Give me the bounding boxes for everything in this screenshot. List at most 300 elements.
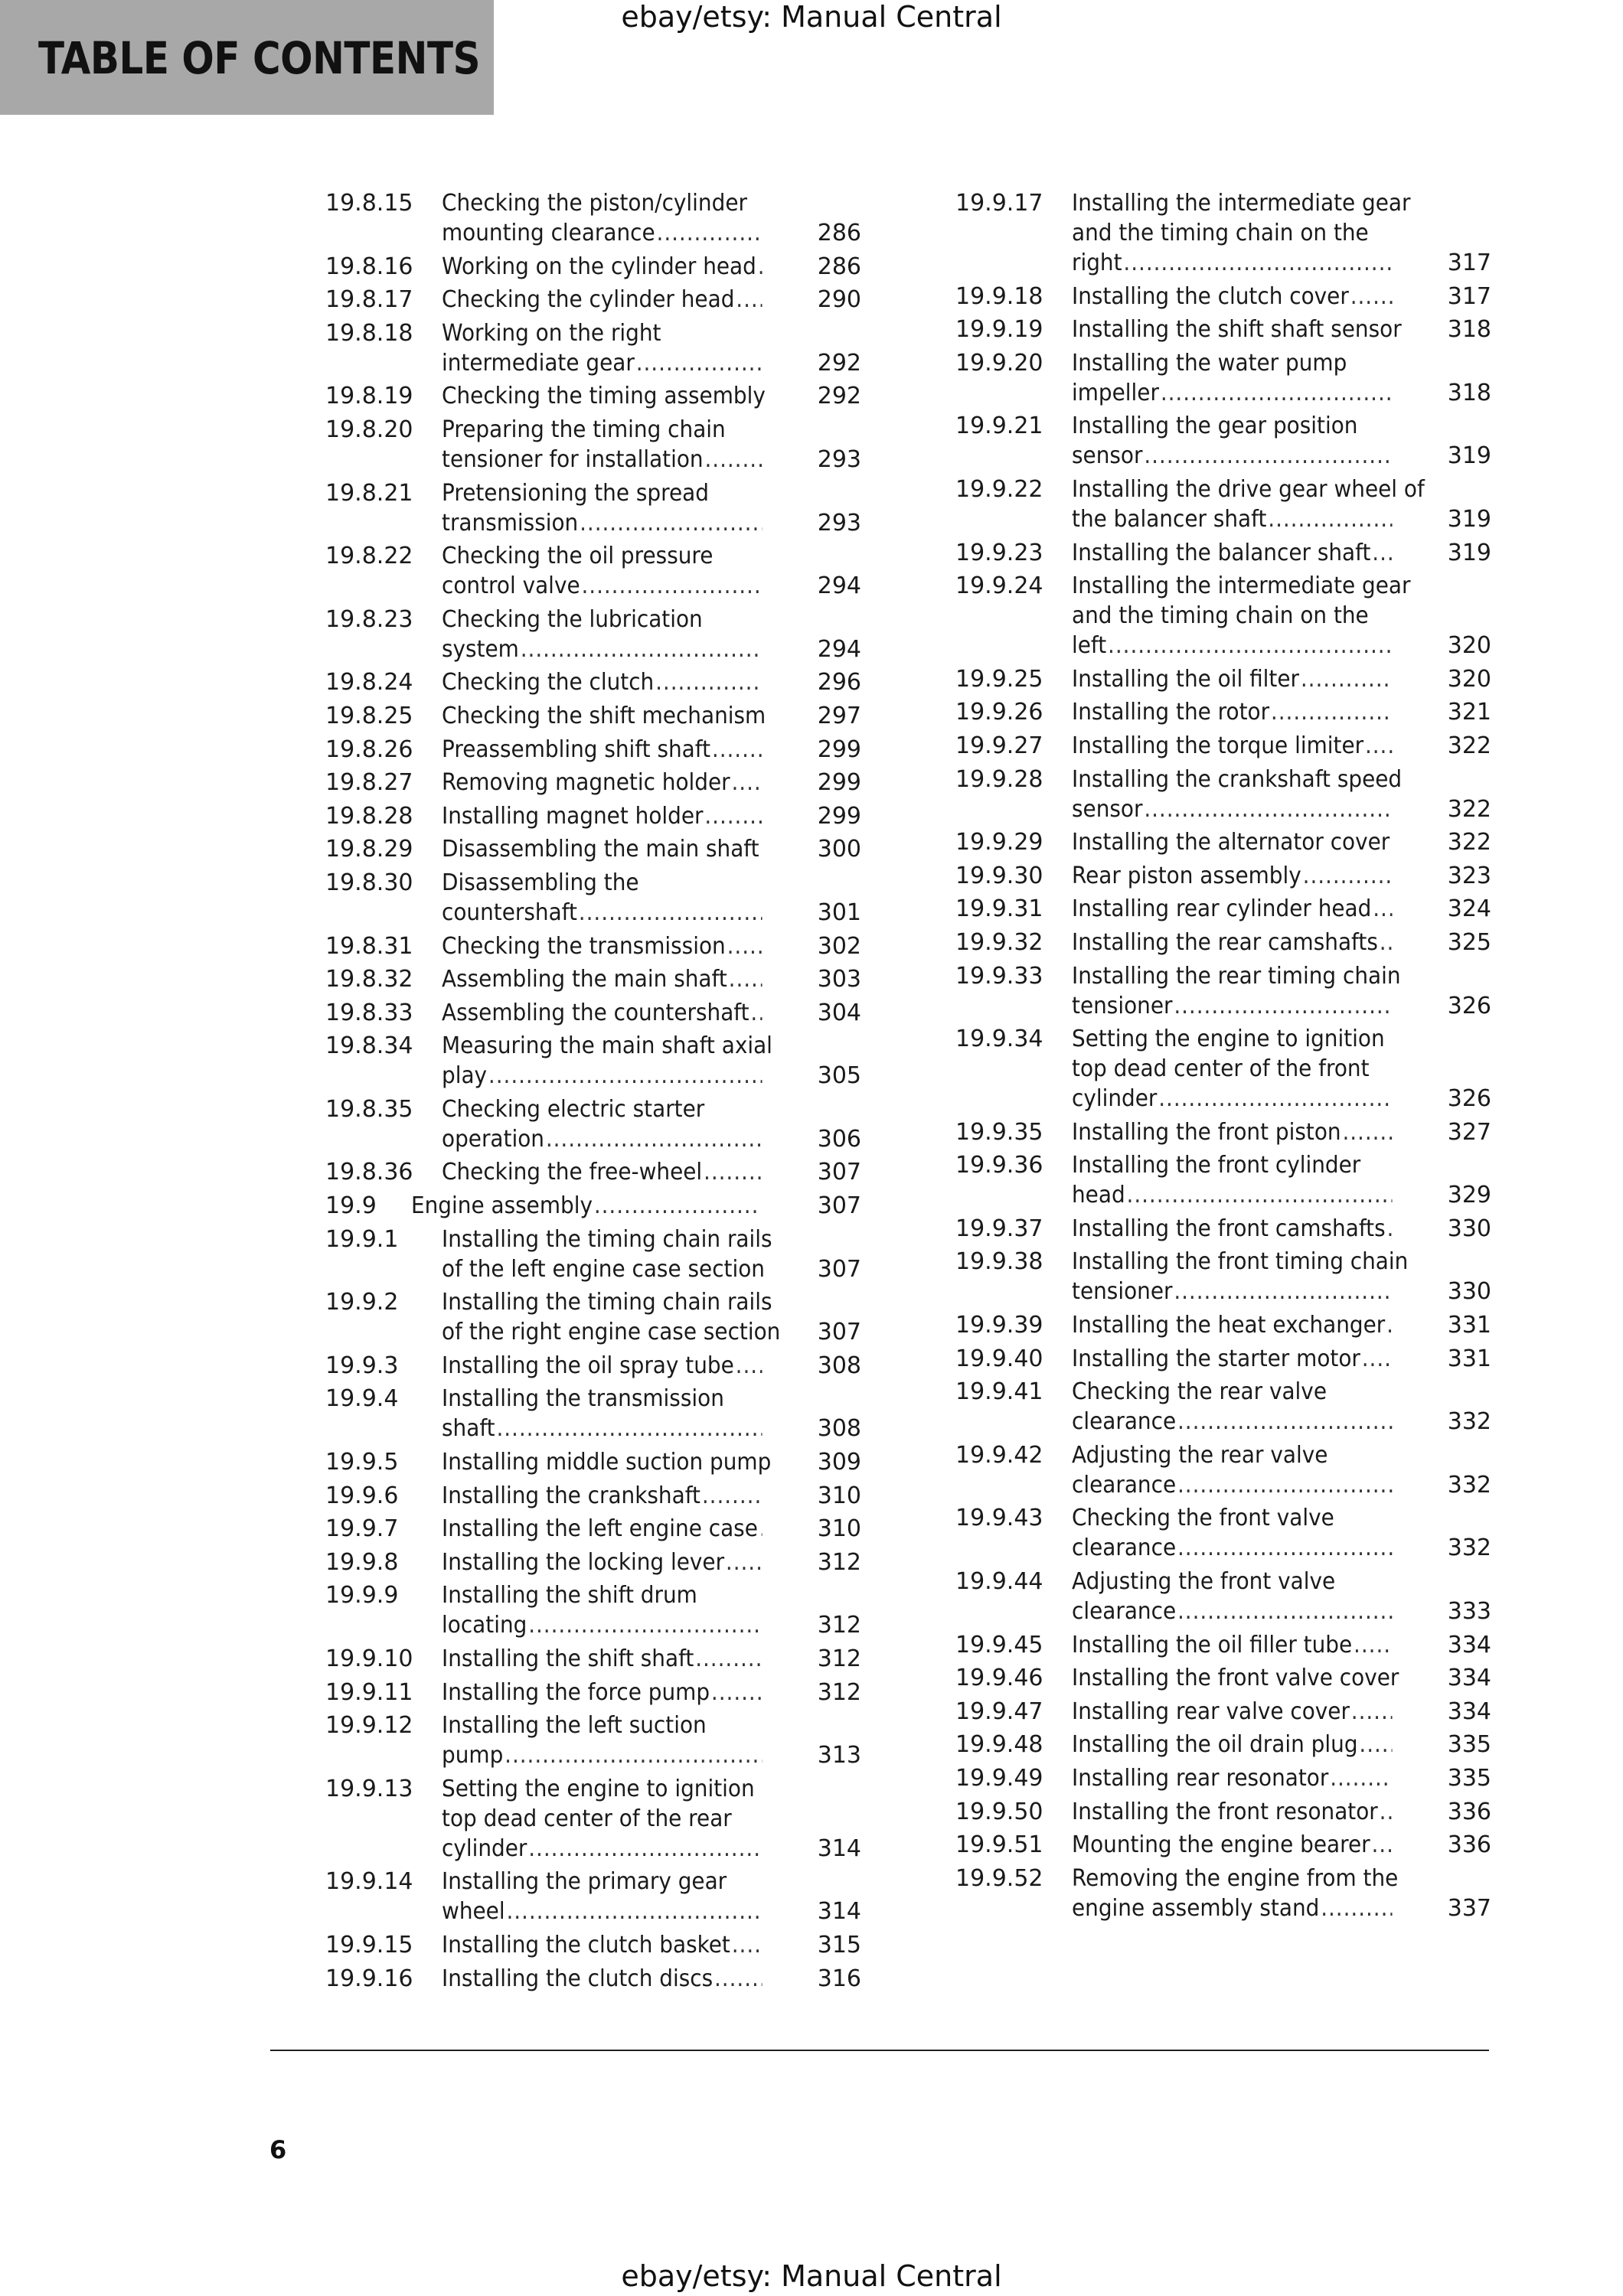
dot-leader	[704, 445, 762, 475]
toc-entry-title-line: Installing the torque limiter	[1072, 732, 1364, 759]
dot-leader	[579, 898, 763, 928]
toc-entry[interactable]	[955, 538, 1491, 568]
toc-entry-page: 320	[1447, 632, 1491, 660]
toc-entry-number: 19.9.14	[325, 1868, 413, 1896]
toc-entry-number: 19.9.33	[955, 962, 1043, 990]
toc-entry-title-line: Installing rear cylinder head	[1072, 895, 1372, 923]
dot-leader	[1177, 1533, 1393, 1563]
dot-leader	[496, 1414, 762, 1443]
toc-entry-title	[1072, 861, 1393, 891]
dot-leader	[1391, 827, 1392, 857]
toc-entry-title-line: Installing the heat exchanger	[1072, 1312, 1386, 1339]
toc-entry[interactable]	[955, 894, 1491, 924]
toc-entry-number: 19.9.27	[955, 732, 1043, 759]
toc-entry-title	[1072, 1567, 1393, 1626]
toc-entry-title	[1072, 188, 1411, 278]
toc-entry-title-line: tensioner for installation	[442, 445, 704, 473]
toc-entry-number: 19.9.38	[955, 1248, 1043, 1276]
toc-entry[interactable]	[955, 1864, 1491, 1923]
toc-entry-title-line: Installing the timing chain rails	[442, 1225, 772, 1253]
toc-entry-number: 19.8.35	[325, 1095, 413, 1123]
toc-entry-number: 19.9.24	[955, 572, 1043, 600]
toc-entry-number: 19.9.52	[955, 1864, 1043, 1892]
toc-entry[interactable]	[955, 1247, 1491, 1306]
toc-entry-title-line: Pretensioning the spread	[442, 479, 709, 507]
toc-entry[interactable]	[325, 415, 861, 475]
toc-entry-title	[1072, 1247, 1409, 1306]
toc-entry-page: 310	[817, 1515, 861, 1543]
toc-entry[interactable]	[325, 478, 861, 538]
toc-entry[interactable]	[955, 861, 1491, 891]
toc-entry-title-line: clearance	[1072, 1408, 1177, 1436]
dot-leader	[1144, 441, 1392, 471]
toc-entry-page: 297	[817, 702, 861, 729]
toc-entry[interactable]	[325, 1548, 861, 1577]
dot-leader	[726, 1548, 763, 1577]
toc-entry[interactable]	[955, 1797, 1491, 1827]
toc-entry-title	[1072, 1117, 1393, 1147]
toc-entry-title-line: control valve	[442, 572, 580, 600]
toc-entry-title-line: Installing the shift shaft	[442, 1645, 694, 1672]
toc-entry-title-line: Installing the timing chain rails	[442, 1289, 772, 1316]
toc-entry-page: 303	[817, 966, 861, 993]
toc-entry-page: 332	[1447, 1408, 1491, 1436]
toc-entry[interactable]	[955, 827, 1491, 857]
toc-entry-title	[442, 1580, 763, 1640]
toc-entry-title	[442, 1481, 763, 1511]
toc-entry-number: 19.9.44	[955, 1568, 1043, 1596]
dot-leader	[732, 1930, 763, 1960]
toc-entry-title	[442, 318, 763, 378]
toc-entry-title-line: system	[442, 635, 519, 663]
toc-entry-title-line: Installing the oil filter	[1072, 665, 1300, 693]
toc-entry-title-line: Installing middle suction pump	[442, 1449, 772, 1476]
toc-entry-page: 299	[817, 802, 861, 830]
dot-leader	[1108, 631, 1392, 660]
toc-entry-title-line: Installing the front piston	[1072, 1118, 1341, 1146]
dot-leader	[1144, 794, 1392, 824]
toc-entry-number: 19.9.37	[955, 1215, 1043, 1242]
toc-entry-page: 315	[817, 1931, 861, 1958]
toc-entry-title	[1072, 894, 1393, 924]
toc-entry-page: 286	[817, 253, 861, 280]
toc-entry[interactable]	[955, 1310, 1491, 1340]
dot-leader	[528, 1610, 762, 1640]
toc-entry[interactable]	[955, 1730, 1491, 1760]
toc-entry-title-line: Assembling the main shaft	[442, 966, 727, 993]
toc-entry-page: 323	[1447, 862, 1491, 889]
toc-entry[interactable]	[955, 1630, 1491, 1660]
toc-entry[interactable]	[325, 1157, 861, 1187]
toc-entry[interactable]	[325, 1031, 861, 1091]
toc-entry-page: 312	[817, 1678, 861, 1706]
toc-entry-title-line: shaft	[442, 1415, 495, 1443]
dot-leader	[1380, 928, 1393, 957]
toc-entry[interactable]	[325, 701, 861, 731]
toc-entry-number: 19.9.15	[325, 1931, 413, 1958]
toc-column-right	[955, 188, 1491, 1926]
toc-entry-title	[442, 868, 763, 928]
toc-entry-number: 19.8.31	[325, 932, 413, 960]
toc-entry-title	[1072, 664, 1393, 694]
toc-entry-title-line: Installing the alternator cover	[1072, 829, 1390, 856]
page-title: TABLE OF CONTENTS	[38, 32, 481, 84]
toc-entry[interactable]	[325, 998, 861, 1028]
toc-entry-number: 19.9.29	[955, 829, 1043, 856]
toc-entry-title-line: Working on the cylinder head	[442, 253, 756, 280]
toc-entry-number: 19.9.47	[955, 1698, 1043, 1725]
toc-entry[interactable]	[325, 1481, 861, 1511]
toc-entry-title	[442, 1644, 763, 1674]
toc-entry-title-line: the balancer shaft	[1072, 505, 1267, 533]
toc-entry-title	[442, 735, 763, 765]
dot-leader	[704, 1157, 762, 1187]
toc-entry-page: 300	[817, 836, 861, 863]
toc-entry-number: 19.9.35	[955, 1118, 1043, 1146]
toc-entry[interactable]	[955, 315, 1491, 344]
toc-entry[interactable]	[955, 571, 1491, 660]
toc-entry-number: 19.8.29	[325, 836, 413, 863]
toc-entry[interactable]	[325, 667, 861, 697]
toc-entry[interactable]	[955, 1214, 1491, 1244]
dot-leader	[1372, 538, 1392, 568]
toc-entry[interactable]	[325, 318, 861, 378]
toc-entry[interactable]	[325, 868, 861, 928]
toc-entry[interactable]	[955, 697, 1491, 727]
dot-leader	[1371, 1830, 1392, 1860]
toc-entry[interactable]	[955, 1830, 1491, 1860]
toc-entry[interactable]	[325, 1930, 861, 1960]
toc-entry-title-line: Setting the engine to ignition	[1072, 1026, 1385, 1053]
toc-entry-title	[442, 415, 763, 475]
toc-entry-title-line: Installing the crankshaft	[442, 1482, 700, 1509]
toc-entry[interactable]	[955, 1344, 1491, 1374]
toc-entry-title-line: transmission	[442, 509, 579, 536]
toc-entry-title	[442, 1225, 772, 1284]
toc-entry-title-line: Installing the balancer shaft	[1072, 539, 1371, 566]
dot-leader	[1354, 1630, 1392, 1660]
toc-entry-page: 294	[817, 635, 861, 663]
toc-entry-title-line: impeller	[1072, 379, 1159, 406]
toc-entry[interactable]	[955, 1440, 1491, 1500]
dot-leader	[1177, 1596, 1393, 1626]
toc-entry-title	[442, 964, 763, 994]
toc-entry-page: 334	[1447, 1698, 1491, 1725]
toc-entry[interactable]	[325, 285, 861, 315]
dot-leader	[712, 735, 763, 765]
toc-entry-page: 333	[1447, 1598, 1491, 1626]
toc-entry-title-line: Removing the engine from the	[1072, 1864, 1399, 1892]
toc-entry-title-line: clearance	[1072, 1598, 1177, 1626]
toc-entry[interactable]	[955, 961, 1491, 1021]
toc-entry-page: 319	[1447, 539, 1491, 566]
toc-entry-number: 19.9.20	[955, 349, 1043, 377]
dot-leader	[1386, 1214, 1392, 1244]
toc-entry-number: 19.9.19	[955, 316, 1043, 344]
dot-leader	[702, 1481, 763, 1511]
toc-entry-page: 322	[1447, 829, 1491, 856]
toc-entry-title-line: and the timing chain on the	[1072, 220, 1369, 246]
toc-entry[interactable]	[325, 1447, 861, 1477]
toc-entry[interactable]	[325, 768, 861, 797]
toc-entry-number: 19.8.17	[325, 286, 413, 314]
toc-entry-title-line: Preparing the timing chain	[442, 416, 726, 443]
toc-entry-title-line: locating	[442, 1612, 527, 1639]
toc-entry-number: 19.8.32	[325, 966, 413, 993]
toc-entry-title	[442, 1514, 763, 1544]
toc-entry-title-line: Measuring the main shaft axial	[442, 1032, 772, 1060]
toc-entry[interactable]	[955, 1117, 1491, 1147]
toc-entry[interactable]	[325, 1711, 861, 1770]
toc-entry[interactable]	[325, 1644, 861, 1674]
dot-leader	[1342, 1117, 1392, 1147]
toc-entry-page: 330	[1447, 1278, 1491, 1306]
toc-entry-page: 326	[1447, 1085, 1491, 1113]
toc-entry-number: 19.9.11	[325, 1678, 413, 1706]
toc-entry[interactable]	[955, 1697, 1491, 1727]
toc-entry-page: 332	[1447, 1534, 1491, 1562]
toc-entry-title-line: Installing the left suction	[442, 1712, 707, 1740]
dot-leader	[1350, 282, 1393, 311]
watermark-bottom: ebay/etsy: Manual Central	[621, 2259, 1002, 2293]
toc-entry-page: 320	[1447, 665, 1491, 693]
toc-entry[interactable]	[955, 765, 1491, 824]
toc-entry-title	[1072, 1797, 1393, 1827]
dot-leader	[505, 1740, 762, 1770]
toc-entry-number: 19.9.49	[955, 1765, 1043, 1792]
toc-entry[interactable]	[955, 1663, 1491, 1693]
dot-leader	[704, 801, 762, 831]
toc-entry-number: 19.8.30	[325, 869, 413, 896]
dot-leader	[729, 964, 763, 994]
toc-entry-title	[442, 605, 763, 664]
toc-entry-title	[1072, 1763, 1393, 1793]
toc-entry-number: 19.8.22	[325, 543, 413, 570]
toc-entry-title-line: Adjusting the front valve	[1072, 1568, 1336, 1596]
toc-entry-title-line: of the left engine case section	[442, 1255, 765, 1283]
toc-entry-title	[442, 834, 763, 864]
dot-leader	[1386, 1310, 1392, 1340]
toc-entry[interactable]	[325, 605, 861, 664]
toc-entry-number: 19.9.1	[325, 1225, 399, 1253]
toc-entry[interactable]	[325, 964, 861, 994]
toc-entry[interactable]	[325, 1225, 861, 1284]
toc-entry-page: 307	[817, 1255, 861, 1283]
toc-entry-page: 314	[817, 1835, 861, 1862]
toc-entry-title	[442, 768, 763, 797]
toc-entry[interactable]	[955, 664, 1491, 694]
toc-entry-title-line: head	[1072, 1182, 1125, 1209]
toc-entry-page: 293	[817, 445, 861, 473]
toc-entry-title-line: Checking the shift mechanism	[442, 702, 766, 729]
toc-entry-title-line: engine assembly stand	[1072, 1894, 1320, 1922]
toc-entry-title-line: and the timing chain on the	[1072, 602, 1369, 630]
toc-entry-number: 19.9.10	[325, 1645, 413, 1672]
toc-entry-page: 314	[817, 1898, 861, 1926]
toc-entry-number: 19.8.26	[325, 735, 413, 763]
toc-entry-title-line: of the right engine case section	[442, 1319, 781, 1346]
toc-entry-title-line: Installing the shift drum	[442, 1582, 697, 1609]
toc-entry[interactable]	[325, 1514, 861, 1544]
dot-leader	[1380, 1797, 1393, 1827]
toc-entry-page: 319	[1447, 505, 1491, 533]
toc-entry-title-line: Installing rear resonator	[1072, 1765, 1329, 1792]
toc-entry-page: 318	[1447, 316, 1491, 344]
toc-entry-title	[442, 667, 763, 697]
toc-entry[interactable]	[325, 1678, 861, 1707]
toc-entry-title-line: tensioner	[1072, 1278, 1173, 1306]
dot-leader	[760, 834, 762, 864]
toc-entry-title-line: Installing the oil filler tube	[1072, 1631, 1353, 1658]
toc-entry-title-line: Checking the clutch	[442, 669, 655, 696]
toc-column-left	[325, 188, 861, 1997]
dot-leader	[1177, 1407, 1393, 1437]
toc-entry[interactable]	[325, 1191, 861, 1221]
toc-entry[interactable]	[955, 1024, 1491, 1114]
toc-entry-title	[442, 541, 763, 601]
toc-entry-page: 308	[817, 1352, 861, 1379]
toc-entry[interactable]	[325, 1094, 861, 1154]
toc-entry-title-line: Installing the rotor	[1072, 699, 1270, 726]
toc-entry[interactable]	[325, 188, 861, 248]
toc-entry-title	[1072, 961, 1401, 1021]
toc-entry[interactable]	[325, 1964, 861, 1994]
toc-entry-title	[1072, 1630, 1393, 1660]
toc-entry[interactable]	[325, 834, 861, 864]
toc-entry-number: 19.9.25	[955, 665, 1043, 693]
toc-entry[interactable]	[955, 188, 1491, 278]
toc-entry-title-line: Installing the drive gear wheel of	[1072, 475, 1425, 503]
dot-leader	[506, 1896, 762, 1926]
toc-entry-title-line: Assembling the countershaft	[442, 999, 749, 1026]
toc-entry[interactable]	[955, 731, 1491, 761]
toc-entry-number: 19.9.22	[955, 475, 1043, 503]
toc-entry-number: 19.9.26	[955, 699, 1043, 726]
toc-entry-title-line: Installing the front timing chain	[1072, 1248, 1409, 1276]
toc-entry-title-line: Installing magnet holder	[442, 802, 704, 830]
toc-entry-title-line: Installing the rear camshafts	[1072, 928, 1378, 956]
toc-entry-title-line: Installing the left engine case	[442, 1515, 758, 1543]
toc-entry-title	[442, 188, 763, 248]
toc-entry[interactable]	[325, 931, 861, 961]
dot-leader	[1301, 664, 1393, 694]
toc-entry[interactable]	[325, 1351, 861, 1381]
toc-entry-title-line: Working on the right	[442, 319, 661, 347]
toc-entry-title	[1072, 411, 1393, 471]
toc-entry-title	[1072, 1024, 1393, 1114]
toc-entry[interactable]	[955, 1503, 1491, 1563]
toc-entry-title	[442, 478, 763, 538]
toc-entry-title	[1072, 1830, 1393, 1860]
dot-leader	[521, 634, 763, 664]
toc-entry[interactable]	[325, 1774, 861, 1864]
toc-entry[interactable]	[325, 1384, 861, 1443]
toc-entry-title-line: Installing the crankshaft speed	[1072, 765, 1403, 793]
toc-entry[interactable]	[955, 928, 1491, 957]
toc-entry[interactable]	[955, 411, 1491, 471]
dot-leader	[1373, 894, 1392, 924]
toc-entry-title	[442, 1384, 763, 1443]
toc-entry-page: 321	[1447, 699, 1491, 726]
toc-entry-title-line: Setting the engine to ignition	[442, 1775, 755, 1802]
dot-leader	[736, 1351, 763, 1381]
toc-entry[interactable]	[325, 1287, 861, 1347]
toc-entry[interactable]	[955, 1377, 1491, 1437]
toc-entry-page: 332	[1447, 1471, 1491, 1499]
toc-entry-page: 337	[1447, 1894, 1491, 1922]
dot-leader	[1351, 1697, 1393, 1727]
toc-entry-title-line: Checking electric starter	[442, 1095, 705, 1123]
toc-entry-title	[442, 1964, 763, 1994]
toc-entry-page: 312	[817, 1548, 861, 1576]
toc-entry[interactable]	[325, 252, 861, 282]
toc-entry-number: 19.9.8	[325, 1548, 399, 1576]
toc-entry-page: 322	[1447, 732, 1491, 759]
toc-entry[interactable]	[325, 1867, 861, 1926]
toc-entry[interactable]	[325, 541, 861, 601]
toc-entry[interactable]	[325, 381, 861, 411]
toc-entry-title-line: Disassembling the	[442, 869, 639, 896]
toc-entry-title	[1072, 1214, 1393, 1244]
toc-entry-title-line: Checking the front valve	[1072, 1505, 1334, 1532]
toc-entry[interactable]	[955, 1150, 1491, 1210]
toc-entry-number: 19.9.6	[325, 1482, 399, 1509]
toc-entry-page: 312	[817, 1645, 861, 1672]
toc-entry-page: 305	[817, 1062, 861, 1090]
toc-entry-title-line: Installing the front resonator	[1072, 1798, 1378, 1825]
toc-entry-title-line: Checking the oil pressure	[442, 543, 714, 570]
toc-entry-title-line: clearance	[1072, 1471, 1177, 1499]
dot-leader	[695, 1644, 762, 1674]
toc-entry-title	[1072, 1730, 1393, 1760]
toc-entry-number: 19.9.13	[325, 1775, 413, 1802]
toc-entry[interactable]	[955, 1567, 1491, 1626]
toc-entry-title-line: play	[442, 1062, 488, 1090]
toc-entry-page: 318	[1447, 379, 1491, 406]
toc-entry-number: 19.8.28	[325, 802, 413, 830]
toc-entry-title-line: sensor	[1072, 442, 1143, 470]
toc-entry-title	[442, 801, 763, 831]
toc-entry-title	[1072, 348, 1393, 408]
toc-entry[interactable]	[955, 282, 1491, 311]
toc-entry-title-line: Checking the free-wheel	[442, 1159, 703, 1186]
toc-entry-title	[411, 1191, 760, 1221]
toc-entry[interactable]	[325, 735, 861, 765]
toc-entry[interactable]	[955, 475, 1491, 534]
toc-entry[interactable]	[325, 801, 861, 831]
toc-entry-number: 19.8.20	[325, 416, 413, 443]
toc-entry-title-line: Installing the water pump	[1072, 349, 1347, 377]
toc-entry-number: 19.9.28	[955, 765, 1043, 793]
dot-leader	[711, 1678, 763, 1707]
toc-entry[interactable]	[325, 1580, 861, 1640]
toc-entry-title-line: mounting clearance	[442, 220, 655, 246]
toc-entry-title-line: Preassembling shift shaft	[442, 735, 711, 763]
toc-entry-number: 19.9.12	[325, 1712, 413, 1740]
toc-entry-page: 330	[1447, 1215, 1491, 1242]
dot-leader	[1268, 504, 1392, 534]
toc-entry-number: 19.9.31	[955, 895, 1043, 923]
toc-entry[interactable]	[955, 1763, 1491, 1793]
toc-entry-page: 296	[817, 669, 861, 696]
toc-entry-title-line: Engine assembly	[411, 1192, 593, 1220]
toc-entry[interactable]	[955, 348, 1491, 408]
toc-entry-number: 19.8.34	[325, 1032, 413, 1060]
toc-entry-number: 19.9.30	[955, 862, 1043, 889]
toc-entry-number: 19.9.41	[955, 1378, 1043, 1406]
toc-entry-title-line: operation	[442, 1125, 544, 1153]
toc-entry-title	[442, 1351, 763, 1381]
